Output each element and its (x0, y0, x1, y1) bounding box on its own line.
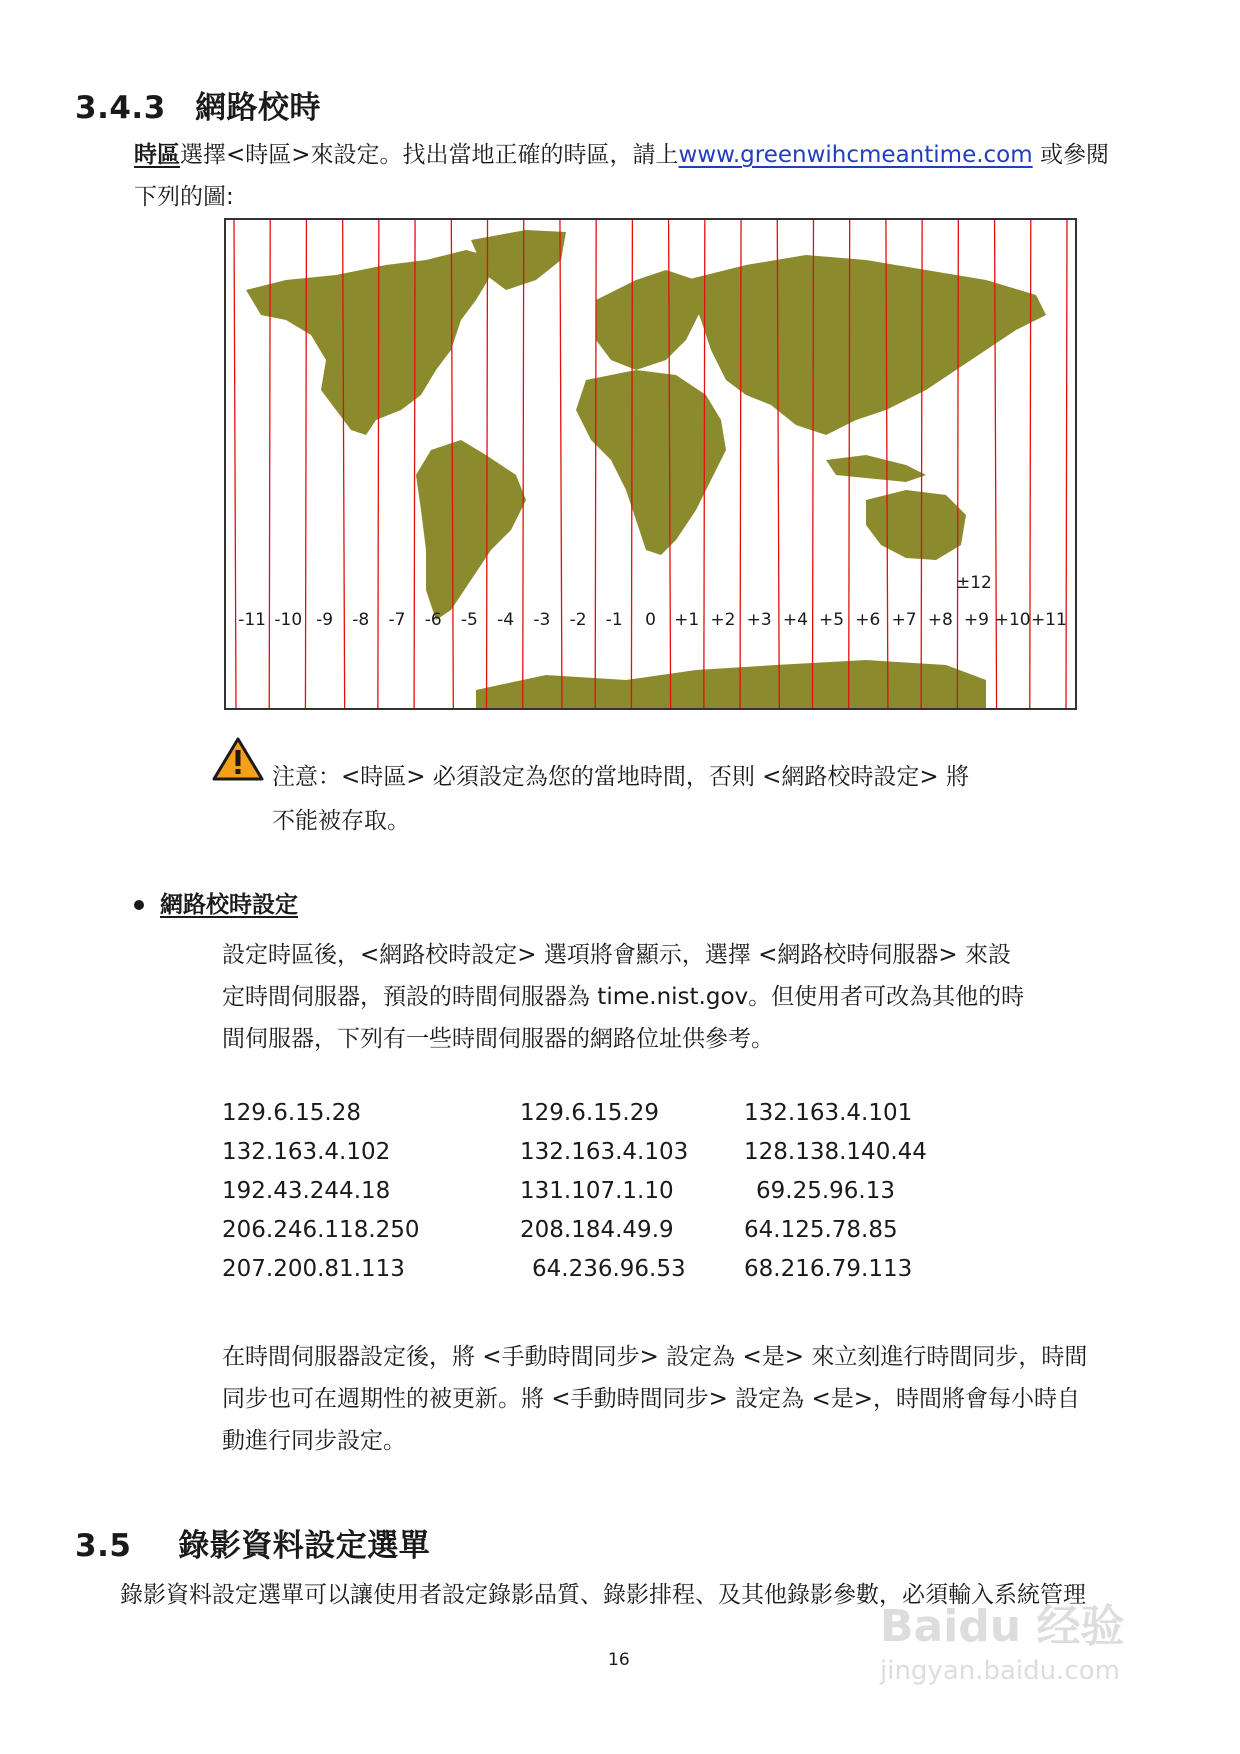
timezone-label: +7 (891, 610, 917, 630)
timezone-text: 選擇<時區>來設定。找出當地正確的時區，請上 (180, 142, 679, 168)
server-address: 192.43.244.18 (222, 1178, 391, 1204)
sync-line2: 同步也可在週期性的被更新。將 <手動時間同步> 設定為 <是>，時間將會每小時自 (222, 1386, 1081, 1412)
server-address: 64.125.78.85 (744, 1217, 898, 1243)
warning-triangle-icon (212, 736, 264, 782)
timezone-label: +11 (1030, 610, 1067, 630)
section-heading-343 (75, 82, 321, 127)
watermark-brand: Baidu 经验 (880, 1601, 1125, 1652)
timezone-label: -7 (388, 610, 406, 630)
server-address: 132.163.4.102 (222, 1139, 391, 1165)
timezone-label: -6 (424, 610, 442, 630)
section-35-intro: 錄影資料設定選單可以讓使用者設定錄影品質、錄影排程、及其他錄影參數，必須輸入系統管理 (120, 1582, 1086, 1608)
timezone-label: +1 (674, 610, 700, 630)
section-number: 3.4.3 (75, 90, 166, 126)
timezone-label: +5 (819, 610, 845, 630)
timezone-label: +10 (994, 610, 1031, 630)
ntp-desc-line2: 定時間伺服器，預設的時間伺服器為 time.nist.gov。但使用者可改為其他的時 (222, 984, 1025, 1010)
timezone-label: +9 (963, 610, 989, 630)
timezone-label: 時區 (134, 142, 180, 168)
server-address: 129.6.15.28 (222, 1100, 361, 1126)
timezone-label: -3 (533, 610, 551, 630)
timezone-label: -1 (605, 610, 623, 630)
timezone-label: +4 (782, 610, 808, 630)
watermark-url: jingyan.baidu.com (880, 1656, 1120, 1686)
server-address: 64.236.96.53 (532, 1256, 686, 1282)
sync-line3: 動進行同步設定。 (222, 1428, 406, 1454)
server-address: 131.107.1.10 (520, 1178, 674, 1204)
page-number: 16 (608, 1650, 630, 1670)
section-title: 錄影資料設定選單 (178, 1528, 431, 1564)
map-svg (226, 220, 1075, 708)
timezone-label: -4 (497, 610, 515, 630)
server-address: 128.138.140.44 (744, 1139, 927, 1165)
timezone-text-after: 或參閱 (1032, 142, 1109, 168)
server-address: 206.246.118.250 (222, 1217, 420, 1243)
server-address: 129.6.15.29 (520, 1100, 659, 1126)
timezone-label: -11 (238, 610, 266, 630)
ntp-desc-line3: 間伺服器，下列有一些時間伺服器的網路位址供參考。 (222, 1026, 774, 1052)
timezone-labels (238, 610, 1067, 630)
section-number: 3.5 (75, 1528, 132, 1564)
server-address: 68.216.79.113 (744, 1256, 913, 1282)
timezone-paragraph (134, 134, 1174, 176)
timezone-label: 0 (645, 610, 656, 630)
timezone-label: +8 (927, 610, 953, 630)
timezone-label: +3 (746, 610, 772, 630)
warning-line1: 注意：<時區> 必須設定為您的當地時間，否則 <網路校時設定> 將 (272, 764, 970, 790)
warning-line2: 不能被存取。 (272, 808, 410, 834)
server-address: 132.163.4.101 (744, 1100, 913, 1126)
greenwich-link[interactable]: www.greenwihcmeantime.com (678, 142, 1033, 168)
world-timezone-map (224, 218, 1077, 710)
bullet-dot (134, 900, 144, 910)
pm12-label: ±12 (956, 573, 992, 593)
server-address: 132.163.4.103 (520, 1139, 689, 1165)
timezone-line2: 下列的圖: (134, 184, 234, 210)
server-address: 208.184.49.9 (520, 1217, 674, 1243)
timezone-label: +2 (710, 610, 736, 630)
section-title: 網路校時 (195, 90, 322, 126)
ntp-desc-line1: 設定時區後，<網路校時設定> 選項將會顯示，選擇 <網路校時伺服器> 來設 (222, 942, 1012, 968)
sync-line1: 在時間伺服器設定後，將 <手動時間同步> 設定為 <是> 來立刻進行時間同步，時間 (222, 1344, 1088, 1370)
timezone-label: -10 (274, 610, 303, 630)
section-heading-35 (75, 1520, 430, 1565)
server-address: 207.200.81.113 (222, 1256, 405, 1282)
timezone-label: -9 (316, 610, 334, 630)
server-address: 69.25.96.13 (756, 1178, 895, 1204)
timezone-label: -8 (352, 610, 370, 630)
timezone-label: -2 (569, 610, 587, 630)
ntp-bullet-title: 網路校時設定 (160, 892, 298, 918)
timezone-label: -5 (460, 610, 478, 630)
timezone-label: +6 (855, 610, 881, 630)
